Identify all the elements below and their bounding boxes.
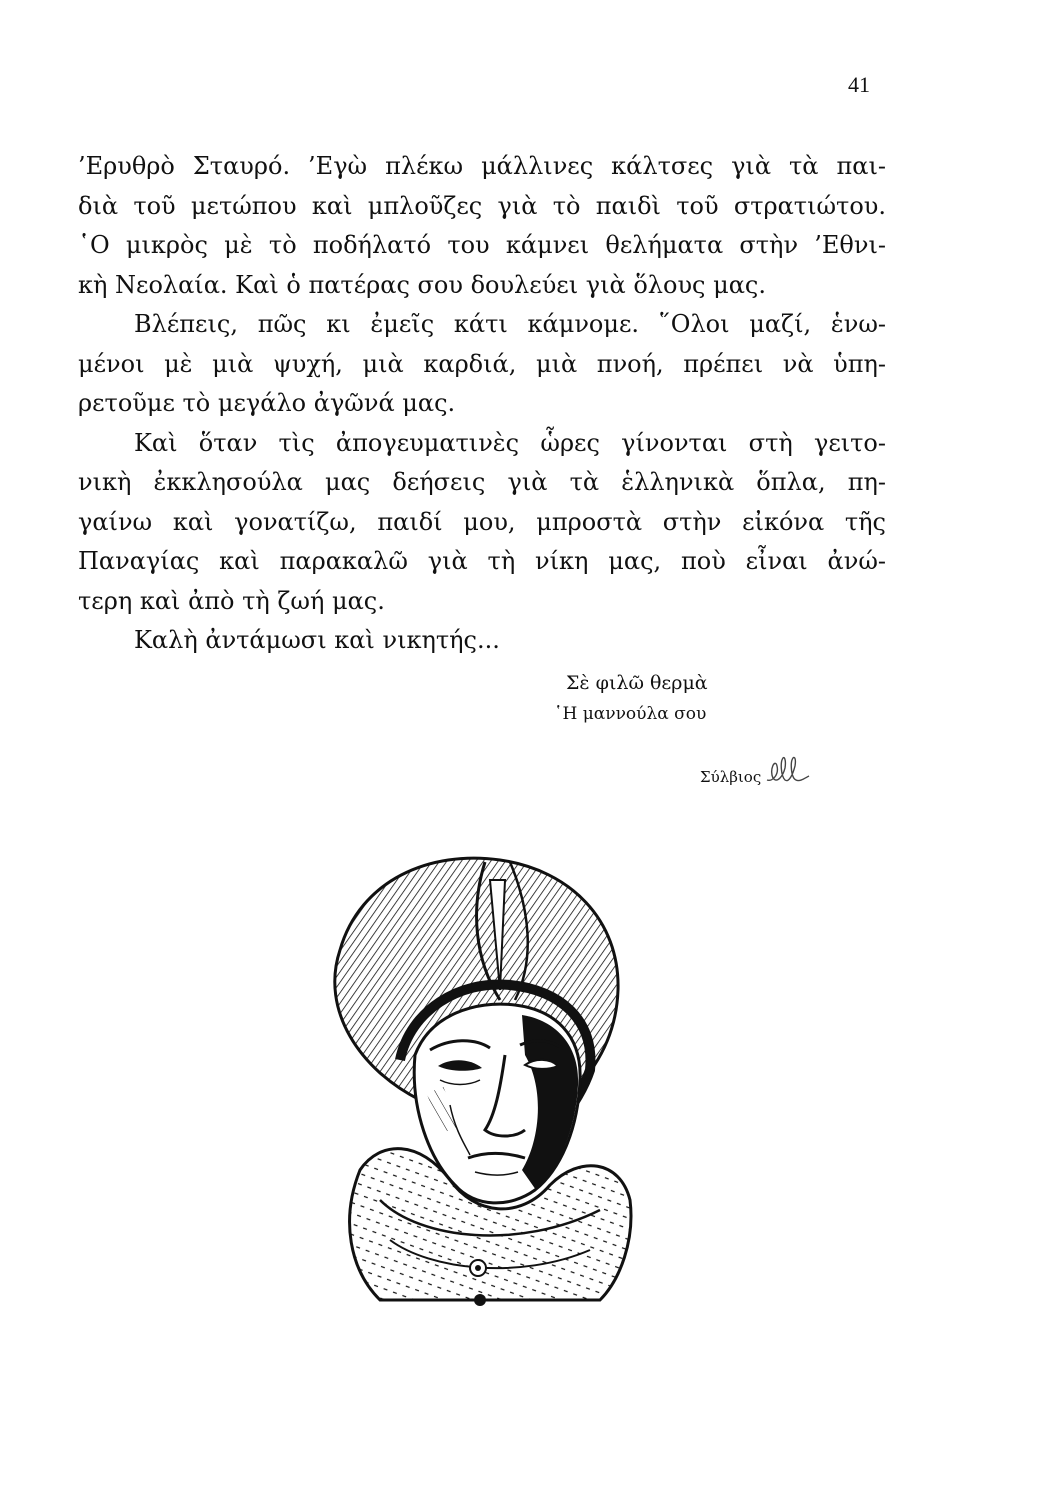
signature-block [700, 752, 811, 786]
page-number: 41 [848, 72, 870, 97]
paragraph-3 [78, 424, 886, 622]
soldier-portrait-illustration [300, 840, 640, 1314]
text-line: ῾Ο μικρὸς μὲ τὸ ποδήλατό του κάμνει θελήματα στὴν ’Εθνι- [78, 231, 886, 259]
text-line: Βλέπεις, πῶς κι ἐμεῖς κάτι κάμνομε. ῞Ολοι μαζί, ἑνω- [134, 310, 886, 338]
soldier-portrait-icon [300, 840, 640, 1310]
paragraph-2 [78, 305, 886, 424]
closing-line-1: Σὲ φιλῶ θερμὰ [566, 672, 708, 694]
text-line: τερη καὶ ἀπὸ τὴ ζωή μας. [78, 586, 385, 615]
text-line: Καὶ ὅταν τὶς ἀπογευματινὲς ὧρες γίνονται στὴ γειτο- [134, 428, 886, 457]
text-line: Παναγίας καὶ παρακαλῶ γιὰ τὴ νίκη μας, ποὺ εἶναι ἀνώ- [78, 547, 886, 575]
handwritten-initials-icon [763, 752, 811, 786]
text-line: κὴ Νεολαία. Καὶ ὁ πατέρας σου δουλεύει γιὰ ὅλους μας. [78, 270, 766, 299]
text-line: γαίνω καὶ γονατίζω, παιδί μου, μπροστὰ στὴν εἰκόνα τῆς [78, 507, 886, 536]
text-line: νικὴ ἐκκλησούλα μας δεήσεις γιὰ τὰ ἑλληνικὰ ὅπλα, πη- [78, 468, 886, 496]
text-line: μένοι μὲ μιὰ ψυχή, μιὰ καρδιά, μιὰ πνοή, πρέπει νὰ ὑπη- [78, 349, 886, 378]
text-line: διὰ τοῦ μετώπου καὶ μπλοῦζες γιὰ τὸ παιδὶ τοῦ στρατιώτου. [78, 191, 886, 220]
text-line: ρετοῦμε τὸ μεγάλο ἀγῶνά μας. [78, 389, 456, 417]
signature-name: Σύλβιος [700, 768, 762, 786]
paragraph-1 [78, 147, 886, 305]
text-line: Καλὴ ἀντάμωσι καὶ νικητής... [134, 626, 500, 654]
text-line: ’Ερυθρὸ Σταυρό. ’Εγὼ πλέκω μάλλινες κάλτσες γιὰ τὰ παι- [78, 152, 886, 180]
closing-line-2: ῾Η μαννούλα σου [554, 704, 707, 724]
paragraph-4 [78, 621, 886, 661]
letter-body [78, 147, 886, 661]
